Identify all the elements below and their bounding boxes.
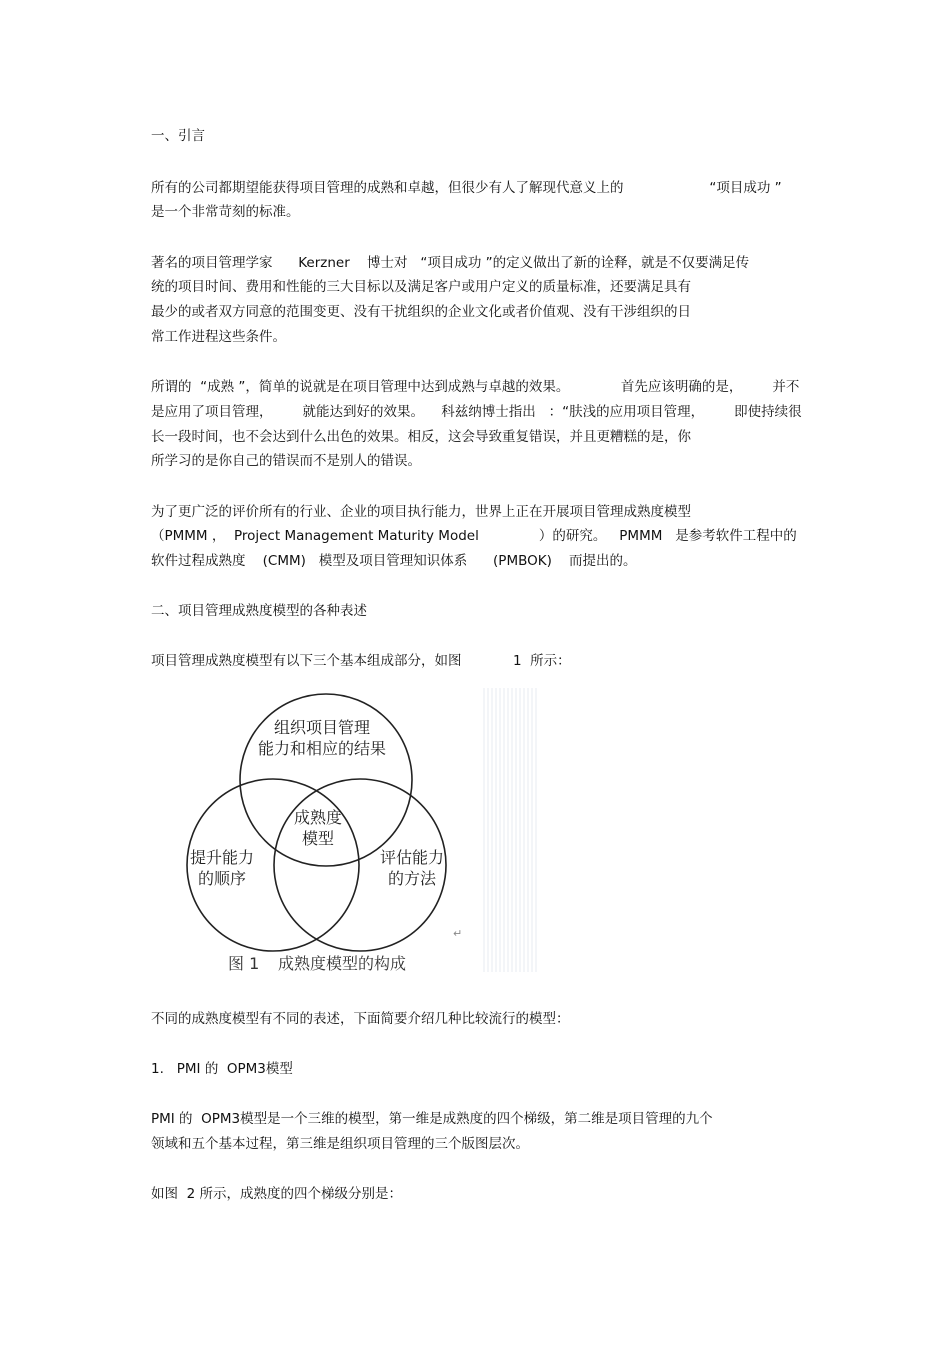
center-label-line-2: 模型 <box>301 829 335 848</box>
paragraph-6: 不同的成熟度模型有不同的表述，下面简要介绍几种比较流行的模型： <box>151 1011 570 1027</box>
paragraph-4-line-1: 为了更广泛的评价所有的行业、企业的项目执行能力，世界上正在开展项目管理成熟度模型 <box>151 504 691 520</box>
figure-caption-number: 图 1 <box>228 954 260 972</box>
paragraph-7-line-1: PMI 的 OPM3模型是一个三维的模型，第一维是成熟度的四个梯级，第二维是项目管理的九个 <box>151 1111 713 1127</box>
venn-diagram <box>150 688 538 972</box>
paragraph-3-line-3: 长一段时间，也不会达到什么出色的效果。相反，这会导致重复错误，并且更糟糕的是，你 <box>151 429 691 445</box>
maturity-model-figure <box>150 688 538 972</box>
left-label-line-1: 提升能力 <box>189 848 255 867</box>
paragraph-3-line-4: 所学习的是你自己的错误而不是别人的错误。 <box>151 453 421 469</box>
paragraph-2-line-1: 著名的项目管理学家 Kerzner 博士对 “项目成功 ”的定义做出了新的诠释，就是不仅要满足传 <box>151 255 750 271</box>
center-label-line-1: 成熟度 <box>293 808 343 827</box>
paragraph-2-line-3: 最少的或者双方同意的范围变更、没有干扰组织的企业文化或者价值观、没有干涉组织的日 <box>151 304 691 320</box>
paragraph-3-line-1: 所谓的 “成熟 ”，简单的说就是在项目管理中达到成熟与卓越的效果。 首先应该明确的是， 并不 <box>151 379 800 395</box>
paragraph-5: 项目管理成熟度模型有以下三个基本组成部分，如图 1 所示： <box>151 653 571 669</box>
top-label-line-2: 能力和相应的结果 <box>257 739 387 758</box>
left-label-line-2: 的顺序 <box>197 869 247 888</box>
paragraph-7-line-2: 领域和五个基本过程，第三维是组织项目管理的三个版图层次。 <box>151 1136 529 1152</box>
figure-caption-text: 成熟度模型的构成 <box>278 954 407 972</box>
paragraph-4-line-3: 软件过程成熟度 (CMM) 模型及项目管理知识体系 (PMBOK) 而提出的。 <box>151 553 637 569</box>
paragraph-2-line-4: 常工作进程这些条件。 <box>151 329 286 345</box>
paragraph-8: 如图 2 所示，成熟度的四个梯级分别是： <box>151 1186 402 1202</box>
paragraph-1-line-2: 是一个非常苛刻的标准。 <box>151 204 300 220</box>
paragraph-4-line-2: （PMMM ， Project Management Maturity Model ）的研究。 PMMM 是参考软件工程中的 <box>151 528 797 544</box>
paragraph-2-line-2: 统的项目时间、费用和性能的三大目标以及满足客户或用户定义的质量标准，还要满足具有 <box>151 279 691 295</box>
heading-intro: 一、引言 <box>151 128 205 144</box>
heading-opm3: 1. PMI 的 OPM3模型 <box>151 1061 293 1077</box>
return-mark-icon: ↵ <box>453 927 463 940</box>
heading-maturity-models: 二、项目管理成熟度模型的各种表述 <box>151 603 367 619</box>
paragraph-1-line-1: 所有的公司都期望能获得项目管理的成熟和卓越，但很少有人了解现代意义上的 “项目成功 ” <box>151 180 782 196</box>
right-label-line-2: 的方法 <box>387 869 437 888</box>
top-label-line-1: 组织项目管理 <box>273 718 371 737</box>
paragraph-3-line-2: 是应用了项目管理， 就能达到好的效果。 科兹纳博士指出 ：“肤浅的应用项目管理， 即使持续很 <box>151 404 802 420</box>
right-label-line-1: 评估能力 <box>379 848 445 867</box>
